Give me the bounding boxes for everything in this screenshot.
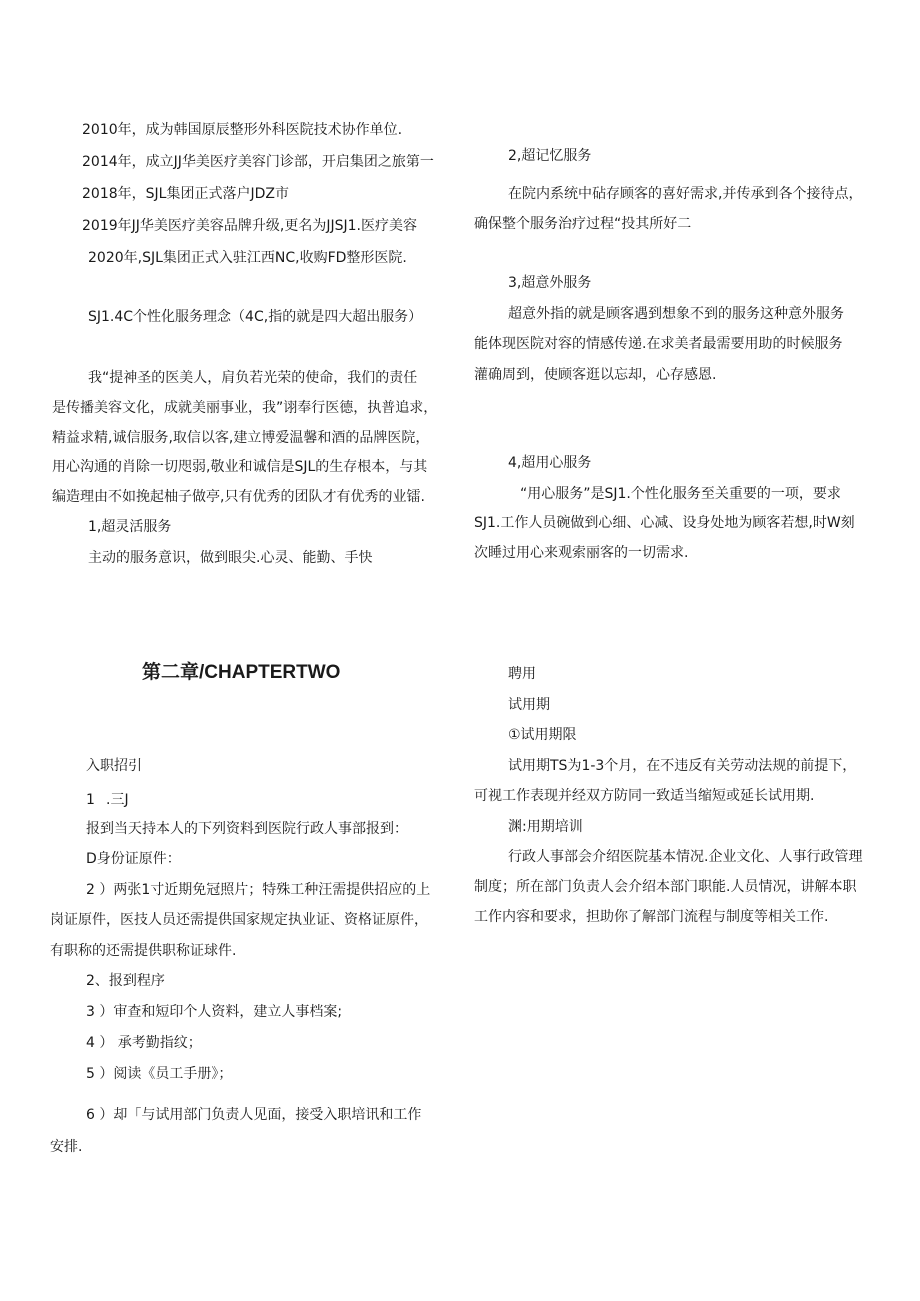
mission-line: 我“提神圣的医美人，肩负若光荣的使命，我们的责任 [88, 370, 418, 386]
probation-line: 可视工作表现并经双方防同一致适当缩短或延长试用期. [474, 788, 815, 804]
service3-heading: 3,超意外服务 [508, 275, 592, 291]
history-line-2014: 2014年，成立JJ华美医疗美容门诊部，开启集团之旅第一 [82, 154, 434, 170]
id-card-line: D身份证原件： [86, 851, 181, 867]
procedure-step: 4 ） 承考勤指纹； [86, 1035, 202, 1051]
service3-line: 超意外指的就是顾客遇到想象不到的服务这种意外服务 [508, 306, 844, 322]
service4-line: 次睡过用心来观索丽客的一切需求. [474, 545, 689, 561]
probation-limit-heading: ①试用期限 [508, 727, 577, 743]
report-intro: 报到当天持本人的下列资料到医院行政人事部报到： [86, 821, 408, 837]
mission-line: 精益求精,诚信服务,取信以客,建立博爱温馨和酒的品牌医院， [52, 430, 430, 446]
service4-line: “用心服务”是SJ1.个性化服务至关重要的一项，要求 [520, 486, 841, 502]
service4-heading: 4,超用心服务 [508, 455, 592, 471]
onboarding-heading: 入职招引 [86, 758, 142, 774]
training-heading: 渊:用期培训 [508, 819, 583, 835]
service3-line: 能体现医院对容的情感传递.在求美者最需要用助的时候服务 [474, 336, 843, 352]
service1-heading: 1,超灵活服务 [88, 519, 172, 535]
history-line-2020: 2020年,SJL集团正式入驻江西NC,收购FD整形医院. [88, 250, 407, 266]
mission-line: 用心沟通的肖除一切咫弱,敬业和诚信是SJL的生存根本，与其 [52, 459, 428, 475]
photo-line: 岗证原件，医技人员还需提供国家规定执业证、资格证原件， [50, 912, 428, 928]
training-line: 工作内容和要求，担助你了解部门流程与制度等相关工作. [474, 909, 829, 925]
history-line-2018: 2018年，SJL集团正式落户JDZ市 [82, 186, 289, 202]
service2-line: 在院内系统中砧存顾客的喜好需求,并传承到各个接待点， [508, 186, 863, 202]
procedure-heading: 2、报到程序 [86, 973, 165, 989]
chapter-title: 第二章/CHAPTERTWO [142, 662, 341, 683]
procedure-step: 6 ）却「与试用部门负责人见面，接受入职培讯和工作 [86, 1107, 422, 1123]
mission-line: 编造理由不如挽起柚子做亭,只有优秀的团队才有优秀的业镭. [52, 489, 425, 505]
procedure-step-continuation: 安排. [50, 1139, 83, 1155]
item1-number: 1 [86, 792, 95, 808]
concept-heading: SJ1.4C个性化服务理念（4C,指的就是四大超出服务） [88, 309, 423, 325]
service4-line: SJ1.工作人员碗做到心细、心减、设身处地为顾客若想,时W刻 [474, 515, 855, 531]
item1-text: .三J [106, 792, 129, 808]
training-line: 制度；所在部门负责人会介绍本部门职能.人员情况，讲解本职 [474, 879, 857, 895]
procedure-step: 3 ）审查和短印个人资料，建立人事档案; [86, 1004, 343, 1020]
probation-line: 试用期TS为1-3个月，在不违反有关劳动法规的前提下， [508, 758, 857, 774]
service1-text: 主动的服务意识，做到眼尖.心灵、能勤、手快 [88, 550, 373, 566]
photo-line: 有职称的还需提供职称证球件. [50, 943, 237, 959]
mission-line: 是传播美容文化，成就美丽事业，我”诩奉行医德，执普追求， [52, 400, 438, 416]
probation-heading: 试用期 [508, 697, 550, 713]
procedure-step: 5 ）阅读《员工手册》； [86, 1066, 233, 1082]
service2-line: 确保整个服务治疗过程“投其所好二 [474, 216, 692, 232]
photo-line: 2 ）两张1寸近期免冠照片；特殊工种汪需提供招应的上 [86, 882, 431, 898]
training-line: 行政人事部会介绍医院基本情况.企业文化、人事行政管理 [508, 849, 863, 865]
service2-heading: 2,超记忆服务 [508, 148, 592, 164]
history-line-2010: 2010年，成为韩国原辰整形外科医院技术协作单位. [82, 122, 403, 138]
history-line-2019: 2019年JJ华美医疗美容品牌升级,更名为JJSJ1.医疗美容 [82, 218, 417, 234]
employment-heading: 聘用 [508, 666, 536, 682]
service3-line: 灌确周到，使顾客逛以忘却，心存感恩. [474, 367, 717, 383]
